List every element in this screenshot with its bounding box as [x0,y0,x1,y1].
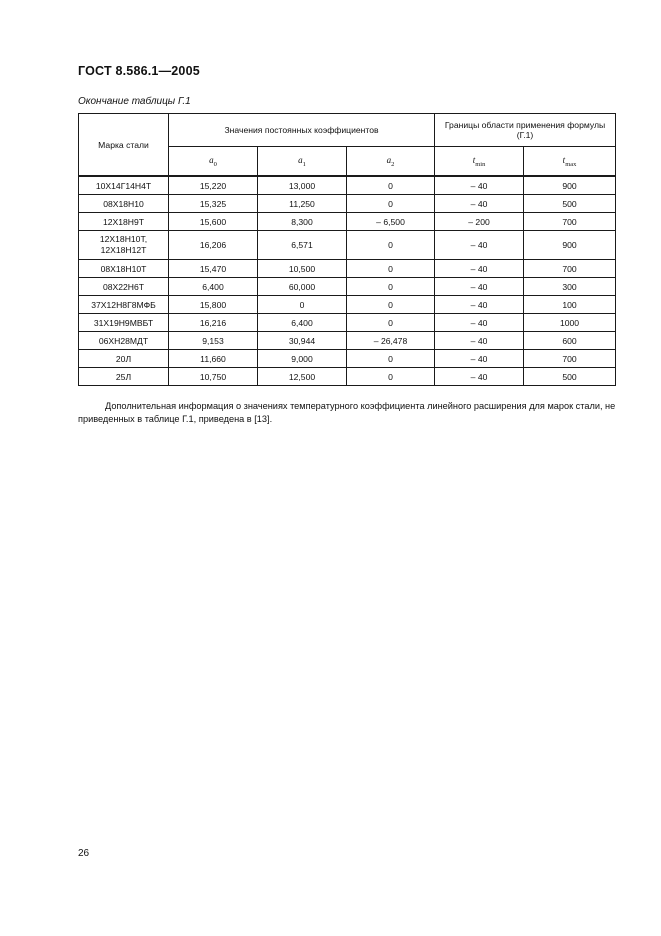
cell-tmin: – 40 [435,231,524,260]
header-a0: $a_0$ [169,147,258,177]
cell-a2: – 6,500 [347,213,435,231]
cell-marka: 20Л [79,350,169,368]
header-bounds: Границы области применения формулы (Г.1) [435,114,616,147]
cell-tmin: – 40 [435,260,524,278]
cell-a1: 13,000 [258,176,347,195]
cell-a2: 0 [347,176,435,195]
cell-tmin: – 200 [435,213,524,231]
cell-a2: 0 [347,350,435,368]
cell-a1: 30,944 [258,332,347,350]
cell-tmax: 900 [524,231,616,260]
cell-tmax: 1000 [524,314,616,332]
cell-a2: 0 [347,278,435,296]
cell-a1: 0 [258,296,347,314]
cell-marka: 08Х18Н10Т [79,260,169,278]
cell-marka: 08Х18Н10 [79,195,169,213]
cell-tmin: – 40 [435,314,524,332]
cell-tmax: 700 [524,260,616,278]
cell-a2: – 26,478 [347,332,435,350]
cell-tmin: – 40 [435,332,524,350]
table-row [79,332,616,350]
cell-a1: 60,000 [258,278,347,296]
page-number: 26 [78,848,90,859]
cell-a0: 16,206 [169,231,258,260]
cell-marka: 31Х19Н9МВБТ [79,314,169,332]
cell-a1: 9,000 [258,350,347,368]
header-tmin: $t_{min}$ [435,147,524,177]
cell-marka: 10Х14Г14Н4Т [79,176,169,195]
cell-a2: 0 [347,231,435,260]
cell-a0: 15,470 [169,260,258,278]
cell-a1: 6,400 [258,314,347,332]
cell-marka: 08Х22Н6Т [79,278,169,296]
table-row [79,231,616,260]
cell-marka: 06ХН28МДТ [79,332,169,350]
cell-marka: 12Х18Н9Т [79,213,169,231]
table-caption: Окончание таблицы Г.1 [78,96,191,107]
cell-tmin: – 40 [435,278,524,296]
cell-marka-line1: 12Х18Н10Т, [99,234,148,244]
cell-a0: 9,153 [169,332,258,350]
cell-a1: 6,571 [258,231,347,260]
cell-a1: 11,250 [258,195,347,213]
header-a1: $a_1$ [258,147,347,177]
cell-a1: 10,500 [258,260,347,278]
cell-tmax: 500 [524,195,616,213]
cell-a0: 15,800 [169,296,258,314]
cell-a0: 16,216 [169,314,258,332]
table-row [79,296,616,314]
cell-tmax: 500 [524,368,616,386]
cell-a1: 12,500 [258,368,347,386]
cell-tmax: 700 [524,350,616,368]
cell-a2: 0 [347,314,435,332]
table-row [79,195,616,213]
cell-tmax: 900 [524,176,616,195]
cell-tmin: – 40 [435,176,524,195]
table-row [79,260,616,278]
cell-a0: 6,400 [169,278,258,296]
table-row [79,176,616,195]
cell-a2: 0 [347,260,435,278]
cell-a0: 10,750 [169,368,258,386]
cell-tmin: – 40 [435,350,524,368]
cell-tmax: 600 [524,332,616,350]
cell-tmax: 700 [524,213,616,231]
cell-marka-line2: 12Х18Н12Т [100,245,147,255]
table-row [79,314,616,332]
table-row [79,368,616,386]
cell-a0: 11,660 [169,350,258,368]
cell-marka: 25Л [79,368,169,386]
additional-info-paragraph: Дополнительная информация о значениях температурного коэффициента линейного расширения для марок стали, не приведенных в таблице Г.1, приведена в [13]. [78,401,616,424]
cell-marka [79,231,169,260]
steel-coefficients-table [78,113,616,386]
cell-tmin: – 40 [435,296,524,314]
cell-tmax: 100 [524,296,616,314]
header-tmax: $t_{max}$ [524,147,616,177]
table-row [79,350,616,368]
table-row [79,278,616,296]
cell-a2: 0 [347,368,435,386]
document-header: ГОСТ 8.586.1—2005 [78,64,200,78]
cell-marka: 37Х12Н8Г8МФБ [79,296,169,314]
table-row [79,213,616,231]
cell-a0: 15,600 [169,213,258,231]
cell-a2: 0 [347,195,435,213]
cell-a0: 15,325 [169,195,258,213]
header-coefficients: Значения постоянных коэффициентов [169,114,435,147]
cell-tmin: – 40 [435,195,524,213]
cell-tmax: 300 [524,278,616,296]
header-marka: Марка стали [79,114,169,177]
cell-a0: 15,220 [169,176,258,195]
header-a2: $a_2$ [347,147,435,177]
cell-a2: 0 [347,296,435,314]
cell-tmin: – 40 [435,368,524,386]
cell-a1: 8,300 [258,213,347,231]
